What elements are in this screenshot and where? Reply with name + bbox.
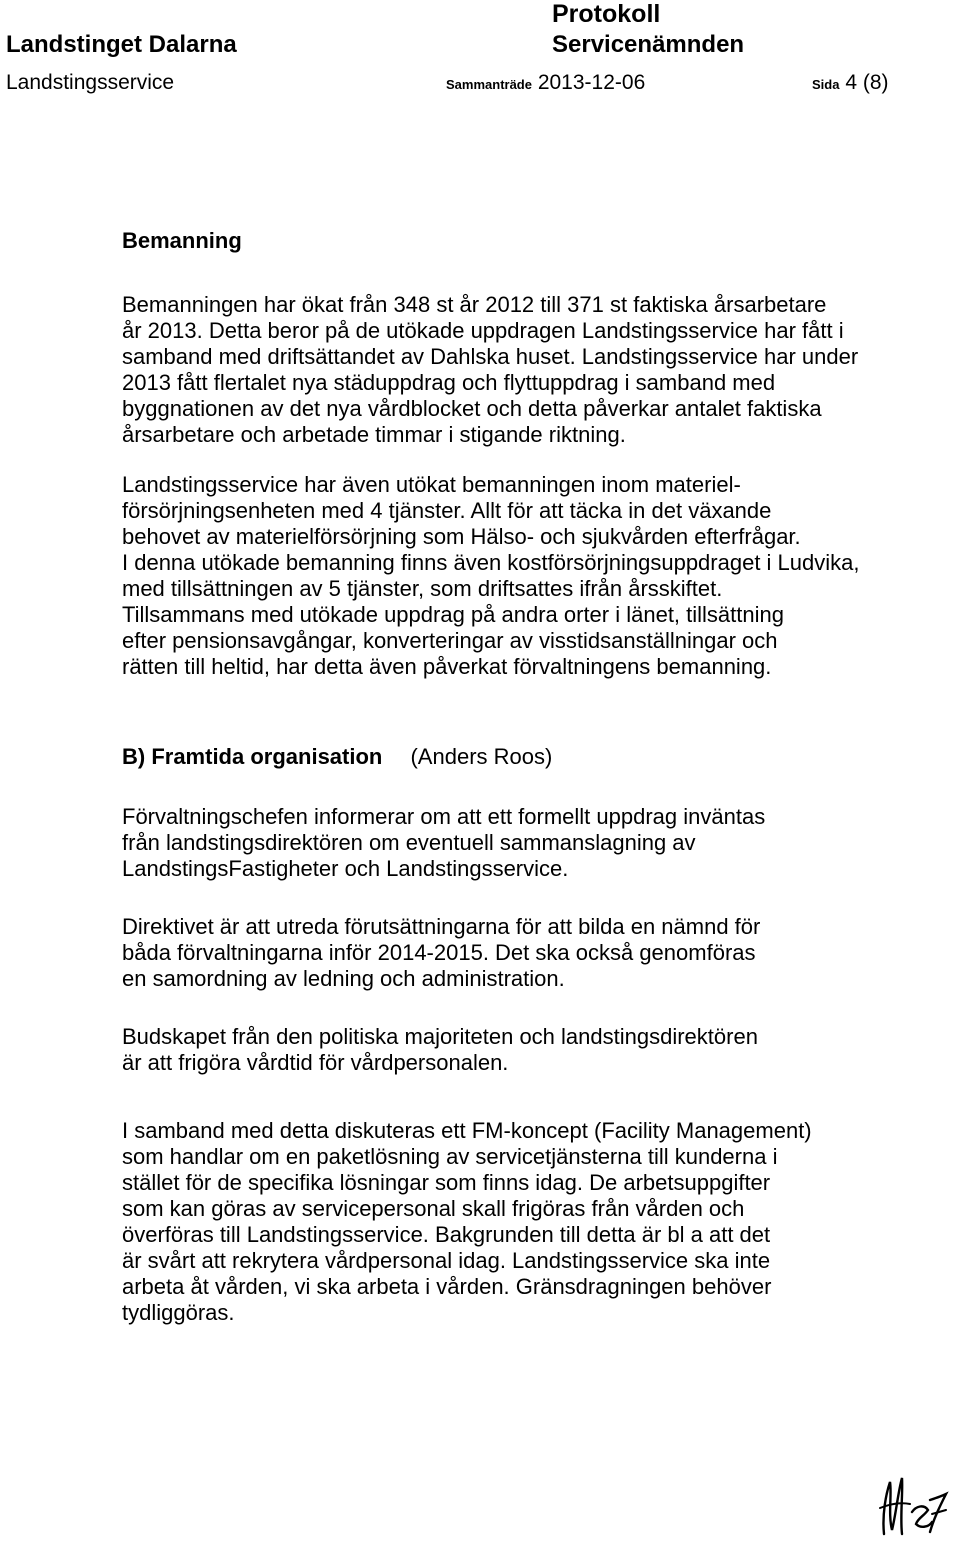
text-line: båda förvaltningarna inför 2014-2015. Det ska också genomföras bbox=[122, 940, 756, 965]
section-heading-person: (Anders Roos) bbox=[410, 744, 553, 769]
meeting-date: 2013-12-06 bbox=[537, 71, 646, 94]
spacer bbox=[122, 992, 922, 1024]
text-line: är att frigöra vårdtid för vårdpersonalen. bbox=[122, 1050, 509, 1075]
text-line: som handlar om en paketlösning av servicetjänsterna till kunderna i bbox=[122, 1144, 778, 1169]
spacer bbox=[122, 1076, 922, 1118]
spacer bbox=[122, 680, 922, 744]
text-line: är svårt att rekrytera vårdpersonal idag. Landstingsservice ska inte bbox=[122, 1248, 771, 1273]
page-label: Sida bbox=[812, 77, 840, 92]
unit-name: Landstingsservice bbox=[6, 71, 175, 94]
spacer bbox=[122, 882, 922, 914]
text-line: årsarbetare och arbetade timmar i stigande riktning. bbox=[122, 422, 626, 447]
text-line: Tillsammans med utökade uppdrag på andra orter i länet, tillsättning bbox=[122, 602, 784, 627]
spacer bbox=[122, 278, 922, 292]
paragraph-framtida-1 bbox=[122, 804, 922, 882]
document-type: Protokoll bbox=[552, 0, 661, 28]
section-heading-bemanning: Bemanning bbox=[122, 228, 242, 253]
section-heading-framtida bbox=[122, 744, 922, 770]
document-body bbox=[122, 228, 922, 1326]
text-line: som kan göras av servicepersonal skall frigöras från vården och bbox=[122, 1196, 745, 1221]
signature-icon bbox=[872, 1464, 952, 1544]
page-number: 4 (8) bbox=[845, 71, 889, 94]
text-line: försörjningsenheten med 4 tjänster. Allt för att täcka in det växande bbox=[122, 498, 772, 523]
text-line: samband med driftsättandet av Dahlska huset. Landstingsservice har under bbox=[122, 344, 859, 369]
paragraph-bemanning-1 bbox=[122, 292, 922, 448]
paragraph-framtida-4 bbox=[122, 1118, 922, 1326]
text-line: I samband med detta diskuteras ett FM-koncept (Facility Management) bbox=[122, 1118, 812, 1143]
text-line: Budskapet från den politiska majoriteten och landstingsdirektören bbox=[122, 1024, 758, 1049]
text-line: Bemanningen har ökat från 348 st år 2012 till 371 st faktiska årsarbetare bbox=[122, 292, 827, 317]
text-line: från landstingsdirektören om eventuell sammanslagning av bbox=[122, 830, 696, 855]
text-line: efter pensionsavgångar, konverteringar av visstidsanställningar och bbox=[122, 628, 778, 653]
text-line: Direktivet är att utreda förutsättningarna för att bilda en nämnd för bbox=[122, 914, 761, 939]
text-line: stället för de specifika lösningar som finns idag. De arbetsuppgifter bbox=[122, 1170, 771, 1195]
organization-name: Landstinget Dalarna bbox=[6, 31, 237, 58]
text-line: I denna utökade bemanning finns även kostförsörjningsuppdraget i Ludvika, bbox=[122, 550, 860, 575]
text-line: en samordning av ledning och administration. bbox=[122, 966, 565, 991]
text-line: arbeta åt vården, vi ska arbeta i vården. Gränsdragningen behöver bbox=[122, 1274, 772, 1299]
spacer bbox=[122, 448, 922, 472]
text-line: Förvaltningschefen informerar om att ett formellt uppdrag inväntas bbox=[122, 804, 766, 829]
text-line: tydliggöras. bbox=[122, 1300, 235, 1325]
text-line: byggnationen av det nya vårdblocket och detta påverkar antalet faktiska bbox=[122, 396, 822, 421]
handwritten-signature bbox=[872, 1464, 952, 1544]
meeting-info bbox=[446, 71, 645, 95]
paragraph-framtida-3 bbox=[122, 1024, 922, 1076]
text-line: behovet av materielförsörjning som Hälso- och sjukvården efterfrågar. bbox=[122, 524, 801, 549]
text-line: LandstingsFastigheter och Landstingsservice. bbox=[122, 856, 569, 881]
text-line: Landstingsservice har även utökat bemanningen inom materiel- bbox=[122, 472, 741, 497]
paragraph-framtida-2 bbox=[122, 914, 922, 992]
text-line: med tillsättningen av 5 tjänster, som driftsattes ifrån årsskiftet. bbox=[122, 576, 723, 601]
page-indicator bbox=[812, 71, 889, 95]
text-line: 2013 fått flertalet nya städuppdrag och flyttuppdrag i samband med bbox=[122, 370, 776, 395]
spacer bbox=[122, 770, 922, 804]
text-line: år 2013. Detta beror på de utökade uppdragen Landstingsservice har fått i bbox=[122, 318, 844, 343]
meeting-label: Sammanträde bbox=[446, 77, 532, 92]
text-line: överföras till Landstingsservice. Bakgrunden till detta är bl a att det bbox=[122, 1222, 771, 1247]
section-heading-text: B) Framtida organisation bbox=[122, 744, 383, 769]
paragraph-bemanning-2 bbox=[122, 472, 922, 680]
committee-name: Servicenämnden bbox=[552, 31, 745, 58]
text-line: rätten till heltid, har detta även påverkat förvaltningens bemanning. bbox=[122, 654, 772, 679]
